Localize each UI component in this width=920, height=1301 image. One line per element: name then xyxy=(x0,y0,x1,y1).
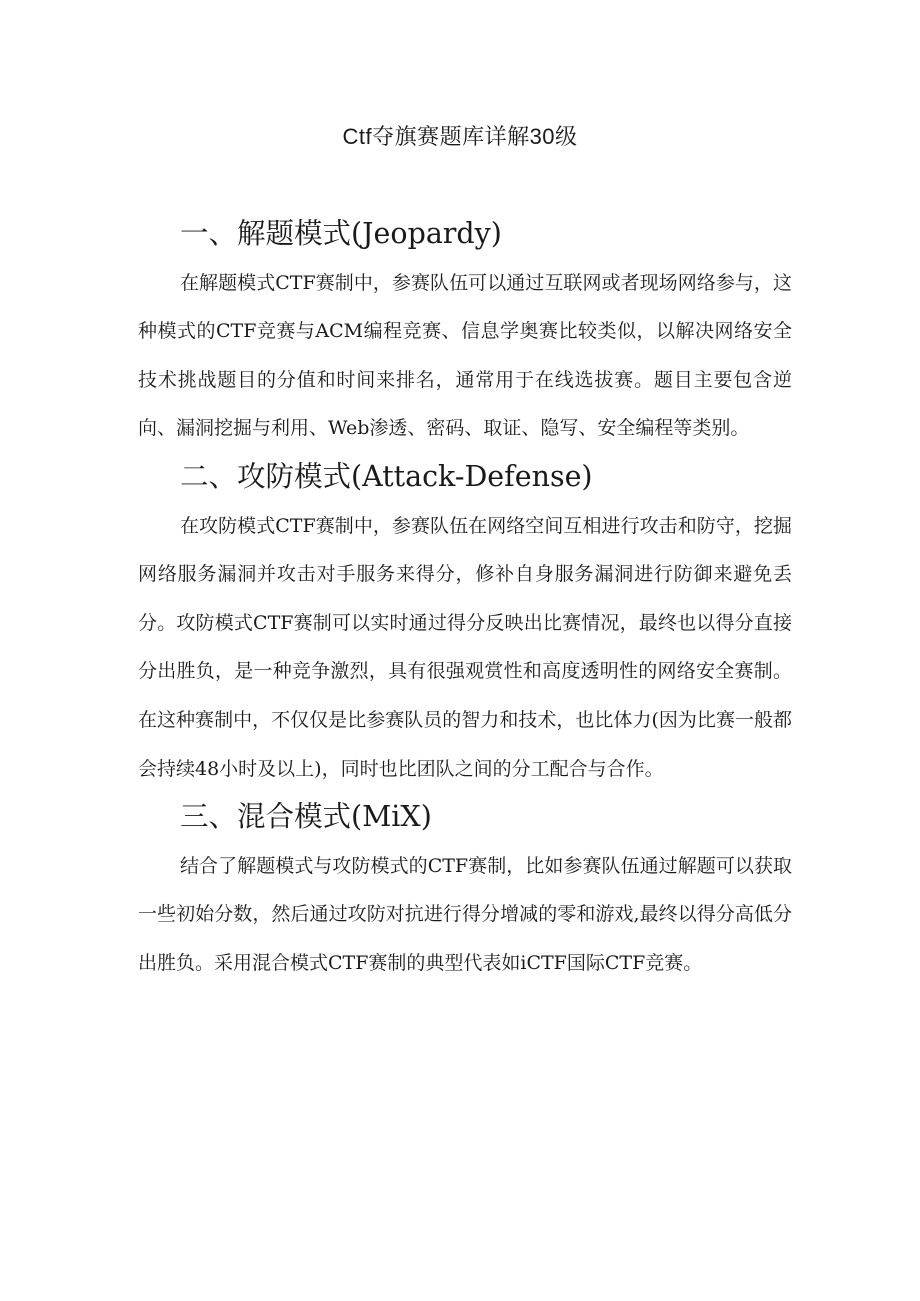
section-attack-defense xyxy=(138,453,792,793)
section-heading-attack-defense: 二、攻防模式(Attack-Defense) xyxy=(180,459,593,493)
section-mix xyxy=(138,793,792,987)
section-heading-jeopardy: 一、解题模式(Jeopardy) xyxy=(180,217,502,250)
section-jeopardy xyxy=(138,210,792,453)
section-paragraph-attack-defense: 在攻防模式CTF赛制中，参赛队伍在网络空间互相进行攻击和防守，挖掘网络服务漏洞并攻击对手服务来得分，修补自身服务漏洞进行防御来避免丢分。攻防模式CTF赛制可以实时通过得分反映出比赛情况，最终也以得分直接分出胜负，是一种竞争激烈，具有很强观赏性和高度透明性的网络安全赛制。在这种赛制中，不仅仅是比参赛队员的智力和技术，也比体力(因为比赛一般都会持续48小时及以上)，同时也比团队之间的分工配合与合作。 xyxy=(138,514,792,780)
section-paragraph-jeopardy: 在解题模式CTF赛制中，参赛队伍可以通过互联网或者现场网络参与，这种模式的CTF竞赛与ACM编程竞赛、信息学奥赛比较类似，以解决网络安全技术挑战题目的分值和时间来排名，通常用于在线选拔赛。题目主要包含逆向、漏洞挖掘与利用、Web渗透、密码、取证、隐写、安全编程等类别。 xyxy=(138,271,792,440)
document-title: Ctf夺旗赛题库详解30级 xyxy=(342,124,578,149)
section-heading-mix: 三、混合模式(MiX) xyxy=(180,800,432,834)
document-body xyxy=(138,210,792,988)
section-paragraph-mix: 结合了解题模式与攻防模式的CTF赛制，比如参赛队伍通过解题可以获取一些初始分数，然后通过攻防对抗进行得分增减的零和游戏,最终以得分高低分出胜负。采用混合模式CTF赛制的典型代表如iCTF国际CTF竞赛。 xyxy=(138,854,792,974)
